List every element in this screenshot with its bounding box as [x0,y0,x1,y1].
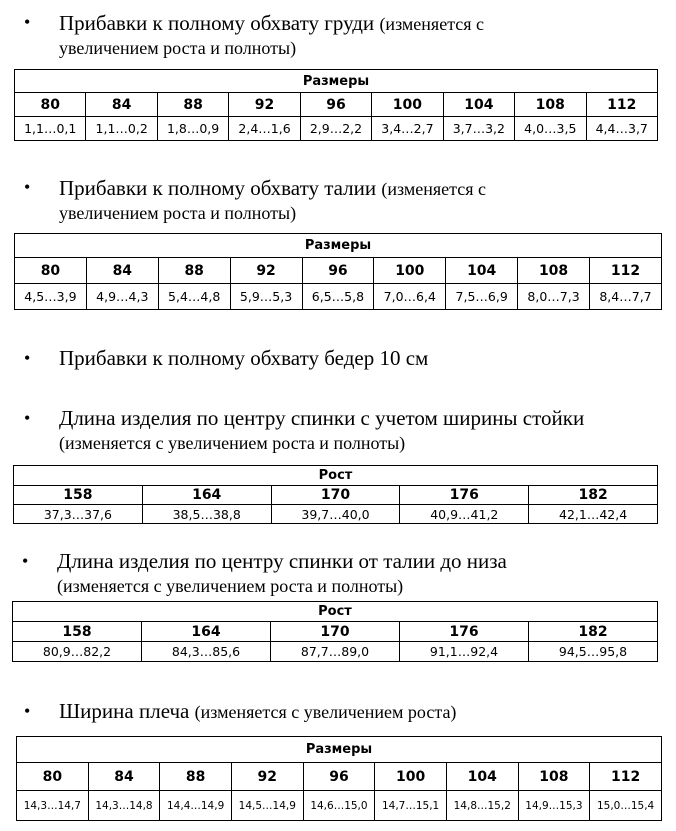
value-cell: 2,9…2,2 [300,117,371,141]
value-cell: 14,6…15,0 [303,791,375,821]
value-cell: 14,4…14,9 [160,791,232,821]
value-cell: 14,8…15,2 [446,791,518,821]
section-title: Длина изделия по центру спинки от талии до низа [57,549,507,573]
allowance-table [14,69,658,141]
value-cell: 84,3…85,6 [142,642,271,662]
height-cell: 176 [400,622,529,642]
height-cell: 164 [142,622,271,642]
value-cell: 37,3…37,6 [14,505,143,524]
value-cell: 14,7…15,1 [375,791,447,821]
bullet-icon: • [24,348,31,368]
section-title: Прибавки к полному обхвату бедер 10 см [59,346,429,370]
value-cell: 38,5…38,8 [142,505,271,524]
value-cell: 1,1…0,2 [86,117,157,141]
bullet-icon: • [22,551,29,571]
table-header: Рост [13,602,658,622]
value-cell: 80,9…82,2 [13,642,142,662]
value-cell: 3,4…2,7 [372,117,443,141]
height-cell: 182 [529,486,658,505]
bullet-icon: • [24,12,31,32]
table-header: Размеры [15,234,662,258]
value-cell: 42,1…42,4 [529,505,658,524]
value-cell: 5,9…5,3 [230,284,302,310]
value-cell: 8,0…7,3 [518,284,590,310]
value-cell: 15,0…15,4 [590,791,662,821]
section-title-line2: (изменяется с увеличением роста и полноты) [57,576,404,596]
size-cell: 112 [586,93,658,117]
section-title: Прибавки к полному обхвату талии (изменяется с [59,176,486,200]
size-cell: 108 [518,763,590,791]
size-cell: 88 [160,763,232,791]
bullet-icon: • [24,177,31,197]
size-cell: 104 [446,258,518,284]
height-cell: 158 [13,622,142,642]
size-cell: 100 [372,93,443,117]
size-cell: 92 [231,763,303,791]
size-cell: 96 [302,258,374,284]
size-cell: 112 [590,763,662,791]
value-cell: 87,7…89,0 [271,642,400,662]
size-cell: 108 [515,93,586,117]
value-cell: 5,4…4,8 [158,284,230,310]
value-cell: 3,7…3,2 [443,117,514,141]
section-title-line2: увеличением роста и полноты) [59,38,297,58]
size-cell: 100 [374,258,446,284]
shoulder-table [16,736,662,821]
value-cell: 39,7…40,0 [271,505,400,524]
height-cell: 182 [529,622,658,642]
size-cell: 88 [157,93,228,117]
size-cell: 104 [443,93,514,117]
height-cell: 164 [142,486,271,505]
height-cell: 176 [400,486,529,505]
size-cell: 112 [590,258,662,284]
value-cell: 2,4…1,6 [229,117,300,141]
value-cell: 7,0…6,4 [374,284,446,310]
value-cell: 14,9…15,3 [518,791,590,821]
section-title: Ширина плеча (изменяется с увеличением роста) [59,699,457,723]
value-cell: 4,4…3,7 [586,117,658,141]
value-cell: 4,0…3,5 [515,117,586,141]
value-cell: 1,8…0,9 [157,117,228,141]
value-cell: 14,3…14,8 [88,791,160,821]
height-cell: 170 [271,486,400,505]
bullet-icon: • [24,408,31,428]
allowance-table [14,233,662,310]
bullet-icon: • [24,701,31,721]
value-cell: 6,5…5,8 [302,284,374,310]
section-title: Длина изделия по центру спинки с учетом ширины стойки [59,406,585,430]
length-table [13,465,658,524]
value-cell: 14,3…14,7 [17,791,89,821]
value-cell: 8,4…7,7 [590,284,662,310]
value-cell: 7,5…6,9 [446,284,518,310]
size-cell: 104 [446,763,518,791]
size-cell: 96 [300,93,371,117]
value-cell: 94,5…95,8 [529,642,658,662]
size-cell: 80 [17,763,89,791]
height-cell: 170 [271,622,400,642]
value-cell: 91,1…92,4 [400,642,529,662]
size-cell: 100 [375,763,447,791]
table-header: Рост [14,466,658,486]
length-table [12,601,658,662]
table-header: Размеры [15,70,658,93]
size-cell: 92 [230,258,302,284]
value-cell: 4,5…3,9 [15,284,87,310]
table-header: Размеры [17,737,662,763]
value-cell: 14,5…14,9 [231,791,303,821]
size-cell: 84 [88,763,160,791]
height-cell: 158 [14,486,143,505]
size-cell: 96 [303,763,375,791]
section-title-line2: (изменяется с увеличением роста и полноты) [59,433,406,453]
value-cell: 40,9…41,2 [400,505,529,524]
size-cell: 108 [518,258,590,284]
value-cell: 1,1…0,1 [15,117,86,141]
value-cell: 4,9…4,3 [86,284,158,310]
size-cell: 84 [86,258,158,284]
size-cell: 80 [15,258,87,284]
size-cell: 84 [86,93,157,117]
size-cell: 80 [15,93,86,117]
section-title: Прибавки к полному обхвату груди (изменяется с [59,11,485,35]
size-cell: 92 [229,93,300,117]
section-title-line2: увеличением роста и полноты) [59,203,297,223]
size-cell: 88 [158,258,230,284]
